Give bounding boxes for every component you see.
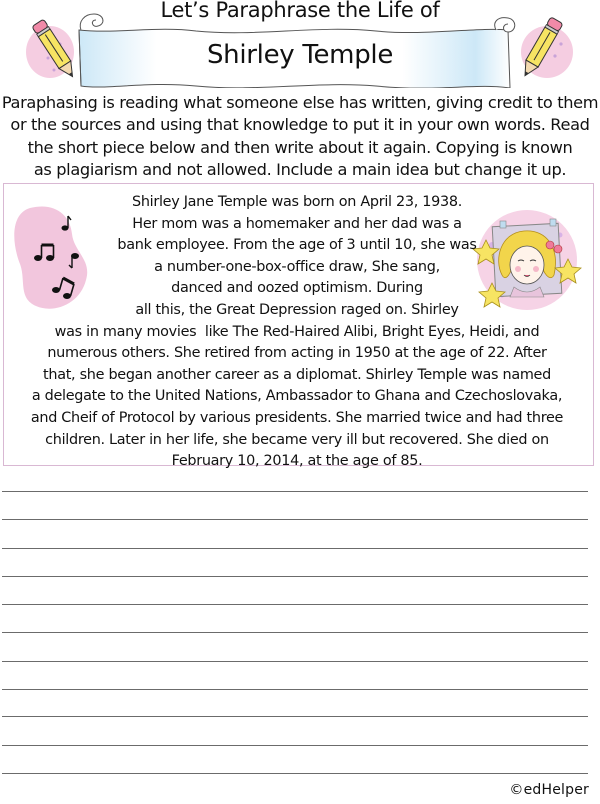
writing-line[interactable] (2, 661, 588, 662)
worksheet-title-subject: Shirley Temple (206, 40, 394, 70)
writing-line[interactable] (2, 689, 588, 690)
passage-line: Her mom was a homemaker and her dad was a (132, 215, 462, 232)
passage-line: danced and oozed optimism. During (171, 280, 423, 297)
passage-line: bank employee. From the age of 3 until 10, she was (117, 237, 477, 254)
passage-line: that, she began another career as a diplomat. Shirley Temple was named (43, 366, 551, 383)
pencil-icon-left (14, 8, 80, 84)
copyright-notice: ©edHelper (509, 782, 589, 798)
writing-line[interactable] (2, 716, 588, 717)
pencil-icon-right (505, 8, 577, 84)
passage-line: all this, the Great Depression raged on. Shirley (135, 301, 459, 318)
instructions-line: the short piece below and then write about it again. Copying is known (27, 137, 573, 157)
instructions-line: or the sources and using that knowledge to put it in your own words. Read (10, 115, 590, 135)
writing-line[interactable] (2, 745, 588, 746)
passage-line: a number-one-box-office draw, She sang, (154, 258, 440, 275)
worksheet-title-line1: Let’s Paraphrase the Life of (160, 0, 440, 22)
passage-line: a delegate to the United Nations, Ambassador to Ghana and Czechoslovaka, (31, 388, 563, 405)
writing-line[interactable] (2, 604, 588, 605)
passage-line: Shirley Jane Temple was born on April 23, 1938. (132, 194, 462, 210)
passage-line: children. Later in her life, she became very ill but recovered. She died on (45, 431, 549, 448)
writing-line[interactable] (2, 773, 588, 774)
writing-line[interactable] (2, 632, 588, 633)
passage-line: February 10, 2014, at the age of 85. (171, 453, 423, 470)
writing-line[interactable] (2, 576, 588, 577)
passage-line: and Cheif of Protocol by various presidents. She married twice and had three (30, 409, 564, 426)
instructions-line: as plagiarism and not allowed. Include a main idea but change it up. (33, 159, 567, 179)
passage-line: numerous others. She retired from acting in 1950 at the age of 22. After (47, 345, 547, 362)
writing-line[interactable] (2, 491, 588, 492)
passage-text (0, 192, 597, 473)
passage-line: was in many movies like The Red-Haired Alibi, Bright Eyes, Heidi, and (54, 323, 540, 340)
instructions-paragraph (0, 92, 600, 181)
writing-line[interactable] (2, 519, 588, 520)
writing-line[interactable] (2, 548, 588, 549)
instructions-line: Paraphasing is reading what someone else has written, giving credit to them (1, 93, 599, 112)
